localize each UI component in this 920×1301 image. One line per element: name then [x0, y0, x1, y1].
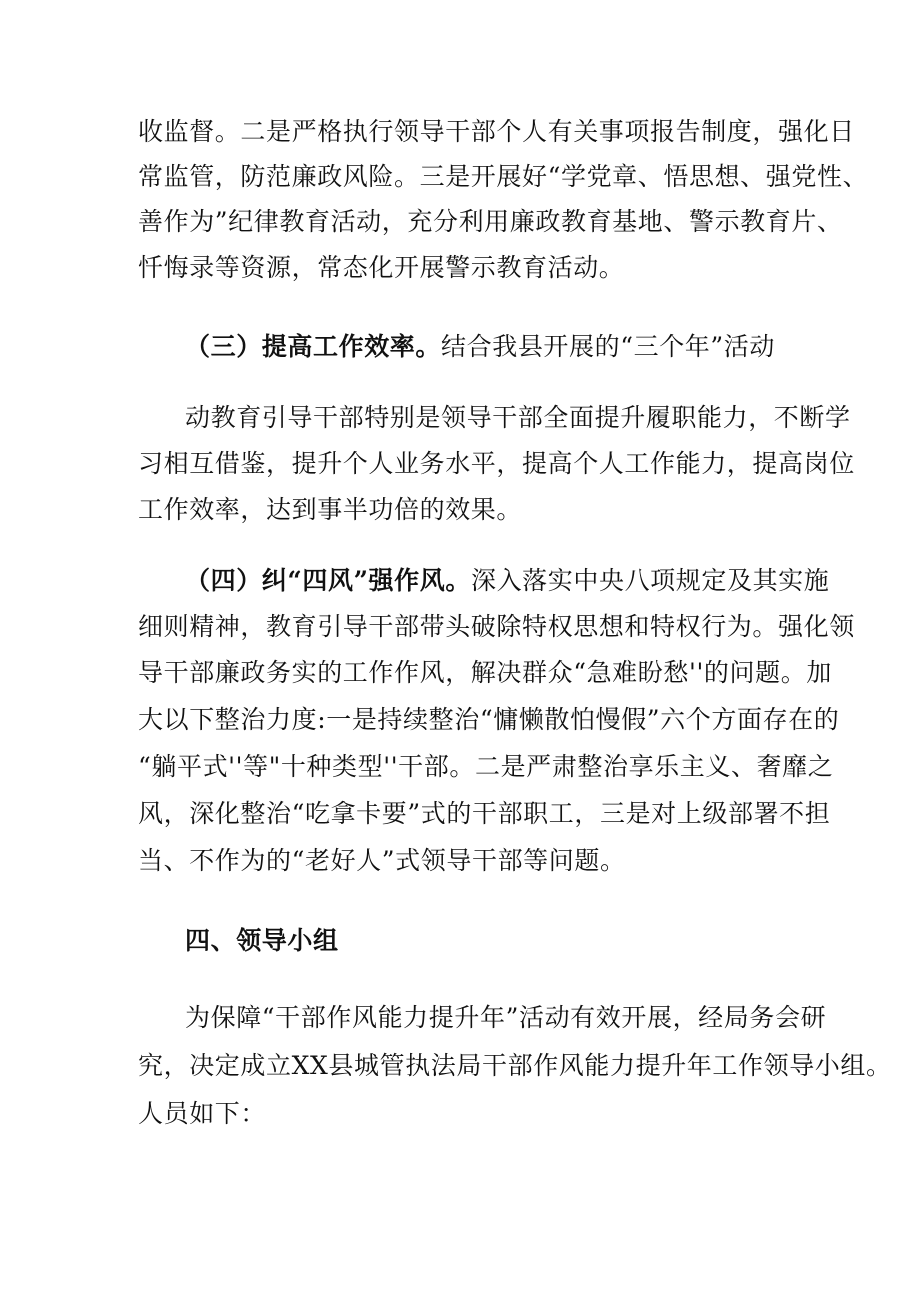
paragraph-line: 细则精神，教育引导干部带头破除特权思想和特权行为。强化领: [138, 612, 855, 641]
paragraph-line: 忏悔录等资源，常态化开展警示教育活动。: [138, 253, 625, 282]
paragraph-line: 常监管，防范廉政风险。三是开展好“学党章、悟思想、强党性、: [138, 162, 869, 191]
paragraph-line: 究，决定成立XX县城管执法局干部作风能力提升年工作领导小组。: [138, 1051, 892, 1080]
section-4-heading-rest: 深入落实中央八项规定及其实施: [470, 566, 830, 595]
section-4-heading: （四）纠“四风”强作风。: [185, 566, 471, 595]
paragraph-line: 为保障“干部作风能力提升年”活动有效开展，经局务会研: [185, 1003, 827, 1032]
paragraph-line: 动教育引导干部特别是领导干部全面提升履职能力，不断学: [185, 403, 851, 432]
section-3-heading-line: [185, 332, 775, 362]
paragraph-line: 人员如下：: [138, 1099, 267, 1128]
paragraph-line: 收监督。二是严格执行领导干部个人有关事项报告制度，强化日: [138, 117, 855, 146]
paragraph-line: 导干部廉政务实的工作作风，解决群众“急难盼愁''的问题。加: [138, 658, 832, 687]
paragraph-line: 善作为”纪律教育活动，充分利用廉政教育基地、警示教育片、: [138, 207, 843, 236]
section-3-heading: （三）提高工作效率。: [185, 332, 442, 361]
paragraph-line: “躺平式''等"十种类型''干部。二是严肃整治享乐主义、奢靡之: [138, 752, 834, 781]
section-3-heading-rest: 结合我县开展的“三个年”活动: [441, 332, 775, 361]
paragraph-line: 工作效率，达到事半功倍的效果。: [138, 495, 523, 524]
paragraph-line: 当、不作为的“老好人”式领导干部等问题。: [138, 846, 626, 875]
paragraph-line: 风，深化整治“吃拿卡要”式的干部职工，三是对上级部署不担: [138, 799, 831, 828]
paragraph-line: 习相互借鉴，提升个人业务水平，提高个人工作能力，提高岗位: [138, 449, 855, 478]
part-4-heading: 四、领导小组: [185, 926, 339, 955]
section-4-heading-line: [185, 566, 829, 596]
paragraph-line: 大以下整治力度:一是持续整治“慵懒散怕慢假”六个方面存在的: [138, 705, 840, 734]
